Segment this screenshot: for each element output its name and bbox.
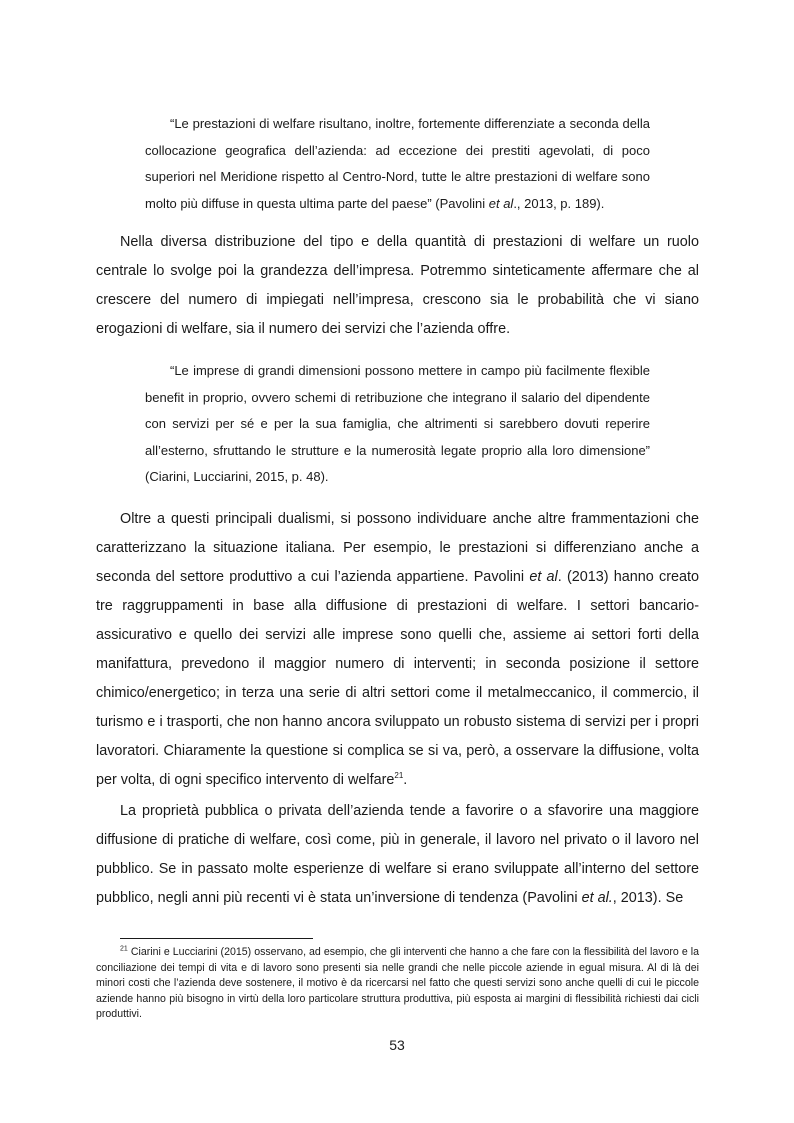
et-al-italic: et al bbox=[488, 195, 514, 211]
footnote-text: Ciarini e Lucciarini (2015) osservano, ad esempio, che gli interventi che hanno a che fare con la flessibilità del lavoro e la conciliazione dei tempi di vita e di lavoro sono presenti sia nelle grandi che nelle piccole aziende in egual misura. Al di là dei minori costi che l’azienda deve sostenere, il motivo è da ricercarsi nel fatto che questi servizi sono anche quelli di cui le piccole aziende hanno più bisogno in virtù della loro particolare struttura produttiva, più esposta ai margini di flessibilità richiesti dai cicli produttivi. bbox=[96, 946, 699, 1020]
footnote-21 bbox=[96, 945, 699, 1023]
quote-text: “Le prestazioni di welfare risultano, inoltre, fortemente differenziate a seconda della collocazione geografica dell’azienda: ad eccezione dei prestiti agevolati, di poco superiori nel Meridione rispetto al Centro-Nord, tutte le altre prestazioni di welfare sono molto più diffuse in questa ultima parte del paese” (Pavolini bbox=[145, 116, 650, 211]
et-al-italic: et al bbox=[529, 569, 558, 585]
paragraph-text-continued: , 2013). Se bbox=[612, 890, 684, 906]
et-al-italic: et al. bbox=[581, 890, 613, 906]
paragraph-impresa-size bbox=[96, 228, 699, 344]
quote-text: “Le imprese di grandi dimensioni possono mettere in campo più facilmente flexible benefit in proprio, ovvero schemi di retribuzione che integrano il salario del dipendente con servizi per sé e per la sua famiglia, che altrimenti si sarebbero dovuti reperire all’esterno, sfruttando le strutture e la numerosità legate proprio alla loro dimensione” (Ciarini, Lucciarini, 2015, p. 48). bbox=[145, 363, 650, 484]
footnote-separator bbox=[120, 938, 313, 939]
paragraph-text-continued: . (2013) hanno creato tre raggruppamenti in base alla diffusione di prestazioni di welfare. I settori bancario-assicurativo e quello dei servizi alle imprese sono quelli che, assieme ai settori forti della manifattura, prevedono il maggior numero di interventi; in seconda posizione il settore chimico/energetico; in terza una serie di altri settori come il metalmeccanico, il commercio, il turismo e i trasporti, che non hanno ancora sviluppato un robusto sistema di servizi per i propri lavoratori. Chiaramente la questione si complica se si va, però, a osservare la diffusione, volta per volta, di ogni specifico intervento di welfare bbox=[96, 569, 699, 788]
paragraph-end: . bbox=[403, 772, 408, 788]
paragraph-text: Nella diversa distribuzione del tipo e della quantità di prestazioni di welfare un ruolo centrale lo svolge poi la grandezza dell’impresa. Potremmo sinteticamente affermare che al crescere del numero di impiegati nell’impresa, crescono sia le probabilità che vi siano erogazioni di welfare, sia il numero dei servizi che l’azienda offre. bbox=[96, 234, 699, 337]
page-number: 53 bbox=[389, 1037, 405, 1053]
paragraph-text: Oltre a questi principali dualismi, si possono individuare anche altre frammentazioni che caratterizzano la situazione italiana. Per esempio, le prestazioni si differenziano anche a seconda del settore produttivo a cui l’azienda appartiene. Pavolini bbox=[96, 511, 699, 585]
paragraph-proprieta bbox=[96, 797, 699, 913]
paragraph-dualismi bbox=[96, 505, 699, 795]
block-quote-ciarini bbox=[145, 358, 650, 491]
block-quote-pavolini bbox=[145, 111, 650, 217]
quote-citation-tail: ., 2013, p. 189). bbox=[513, 195, 605, 211]
footnote-number: 21 bbox=[120, 945, 128, 953]
paragraph-text: La proprietà pubblica o privata dell’azienda tende a favorire o a sfavorire una maggiore diffusione di pratiche di welfare, così come, più in generale, il lavoro nel privato o il lavoro nel pubblico. Se in passato molte esperienze di welfare si erano sviluppate all’interno del settore pubblico, negli anni più recenti vi è stata un’inversione di tendenza (Pavolini bbox=[96, 803, 699, 906]
footnote-reference[interactable]: 21 bbox=[394, 771, 404, 781]
